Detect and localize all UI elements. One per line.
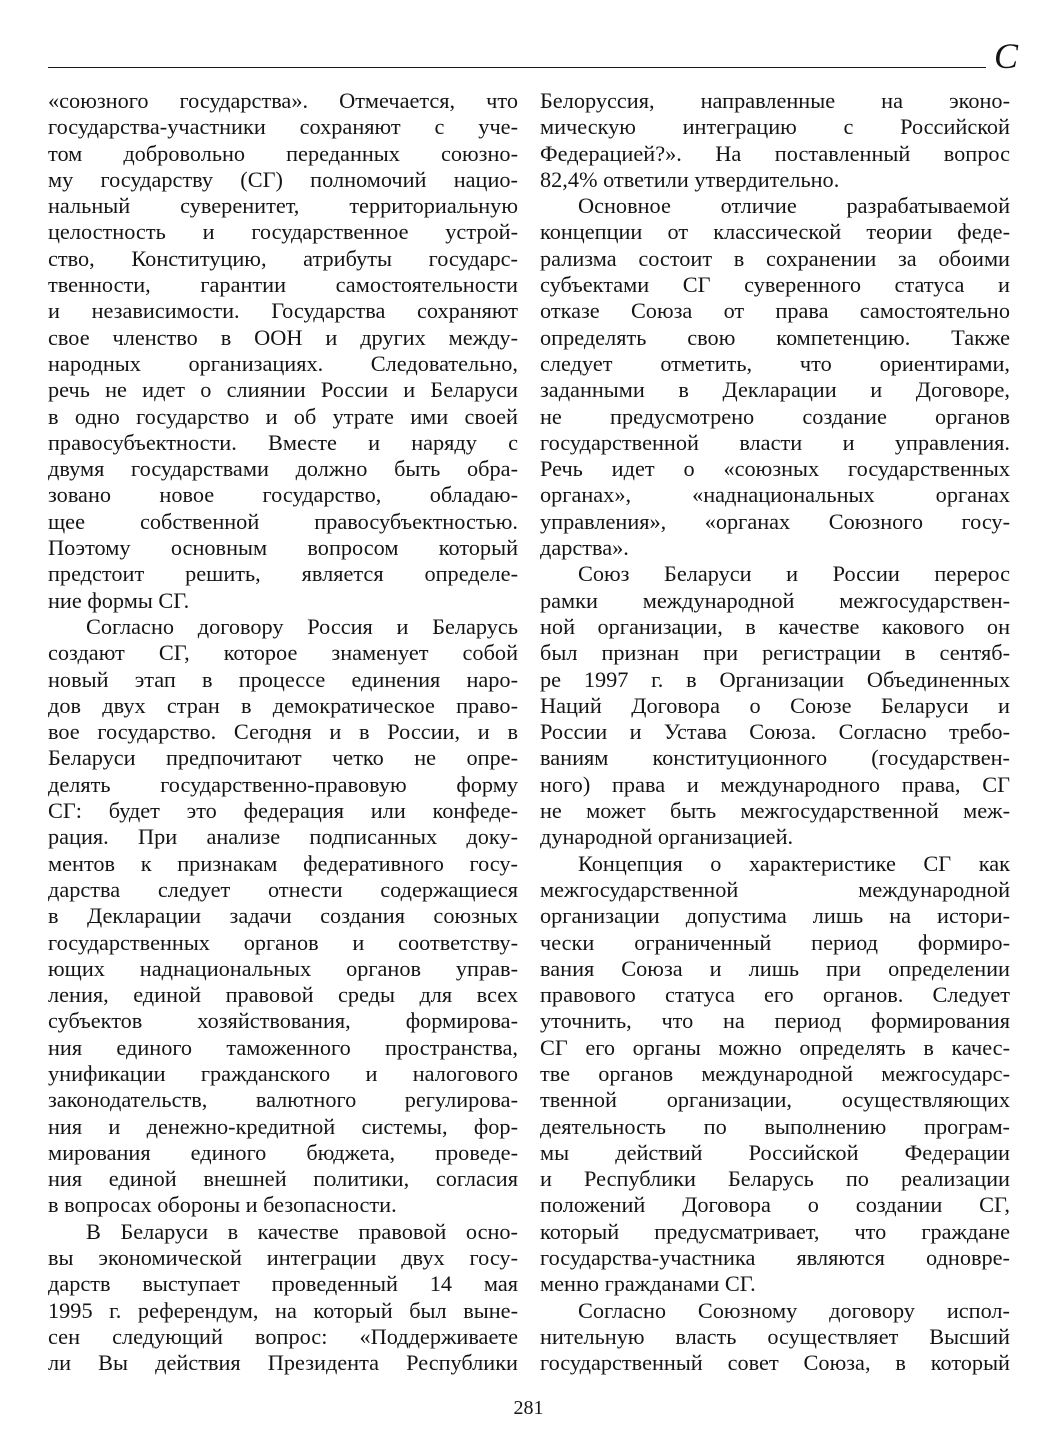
text-line: Согласно Союзному договору испол-: [578, 1297, 1010, 1323]
text-line: ментов к признакам федеративного госу-: [48, 850, 518, 876]
text-line: ли Вы действия Президента Республики: [48, 1350, 518, 1376]
text-line: государственный совет Союза, в который: [540, 1350, 1010, 1376]
text-line: органах», «наднациональных органах: [540, 482, 1010, 508]
text-line: Союз Беларуси и России перерос: [578, 561, 1010, 587]
text-line: рализма состоит в сохранении за обоими: [540, 245, 1010, 271]
text-line: Белоруссия, направленные на эконо-: [540, 88, 1010, 113]
text-line: ния единого таможенного пространства,: [48, 1034, 518, 1060]
text-line: определять свою компетенцию. Также: [540, 324, 1010, 350]
header-rule: [48, 67, 986, 68]
text-line: который предусматривает, что граждане: [540, 1218, 1010, 1244]
text-line: том добровольно переданных союзно-: [48, 140, 518, 166]
text-line: менно гражданами СГ.: [540, 1271, 756, 1297]
text-line: Поэтому основным вопросом который: [48, 535, 518, 561]
text-line: ство, Конституцию, атрибуты государс-: [48, 245, 518, 271]
text-line: «союзного государства». Отмечается, что: [48, 88, 518, 113]
text-line: ваниям конституционного (государствен-: [540, 745, 1010, 771]
text-line: делять государственно-правовую форму: [48, 771, 518, 797]
text-line: 82,4% ответили утвердительно.: [540, 166, 840, 192]
text-line: межгосударственной международной: [540, 876, 1010, 902]
text-line: дарства следует отнести содержащиеся: [48, 876, 518, 902]
text-line: и Республики Беларусь по реализации: [540, 1166, 1010, 1192]
text-line: правового статуса его органов. Следует: [540, 982, 1010, 1008]
text-line: народных организациях. Следовательно,: [48, 350, 518, 376]
text-line: уточнить, что на период формирования: [540, 1008, 1010, 1034]
text-line: чески ограниченный период формиро-: [540, 929, 1010, 955]
text-line: Наций Договора о Союзе Беларуси и: [540, 692, 1010, 718]
text-line: ния и денежно-кредитной системы, фор-: [48, 1113, 518, 1139]
text-line: СГ: будет это федерация или конфеде-: [48, 798, 518, 824]
text-line: в вопросах обороны и безопасности.: [48, 1192, 397, 1218]
text-line: законодательств, валютного регулирова-: [48, 1087, 518, 1113]
text-line: государства-участника являются одновре-: [540, 1245, 1010, 1271]
text-line: не может быть межгосударственной меж-: [540, 798, 1010, 824]
text-line: речь не идет о слиянии России и Беларуси: [48, 377, 518, 403]
text-line: государственной власти и управления.: [540, 429, 1010, 455]
text-line: мы действий Российской Федерации: [540, 1139, 1010, 1165]
text-line: Федерацией?». На поставленный вопрос: [540, 140, 1010, 166]
text-line: новый этап в процессе единения наро-: [48, 666, 518, 692]
text-line: Основное отличие разрабатываемой: [578, 193, 1010, 219]
text-line: ре 1997 г. в Организации Объединенных: [540, 666, 1010, 692]
text-line: дарства».: [540, 535, 629, 561]
text-line: нительную власть осуществляет Высший: [540, 1323, 1010, 1349]
right-column: [540, 88, 1010, 1377]
text-line: Речь идет о «союзных государственных: [540, 456, 1010, 482]
text-line: заданными в Декларации и Договоре,: [540, 377, 1010, 403]
text-line: нальный суверенитет, территориальную: [48, 193, 518, 219]
text-line: вания Союза и лишь при определении: [540, 955, 1010, 981]
text-line: отказе Союза от права самостоятельно: [540, 298, 1010, 324]
text-line: зовано новое государство, обладаю-: [48, 482, 518, 508]
text-line: твенности, гарантии самостоятельности: [48, 272, 518, 298]
text-line: щее собственной правосубъектностью.: [48, 508, 518, 534]
text-line: ного) права и международного права, СГ: [540, 771, 1010, 797]
text-line: ления, единой правовой среды для всех: [48, 982, 518, 1008]
page-number: 281: [513, 1397, 544, 1419]
text-line: субъектов хозяйствования, формирова-: [48, 1008, 518, 1034]
text-line: управления», «органах Союзного госу-: [540, 508, 1010, 534]
text-line: субъектами СГ суверенного статуса и: [540, 272, 1010, 298]
text-line: ния единой внешней политики, согласия: [48, 1166, 518, 1192]
text-line: рация. При анализе подписанных доку-: [48, 824, 518, 850]
text-line: организации допустима лишь на истори-: [540, 903, 1010, 929]
text-line: дарств выступает проведенный 14 мая: [48, 1271, 518, 1297]
text-line: предстоит решить, является определе-: [48, 561, 518, 587]
text-line: и независимости. Государства сохраняют: [48, 298, 518, 324]
text-line: Беларуси предпочитают четко не опре-: [48, 745, 518, 771]
text-line: дународной организацией.: [540, 824, 794, 850]
text-line: не предусмотрено создание органов: [540, 403, 1010, 429]
text-line: СГ его органы можно определять в качес-: [540, 1034, 1010, 1060]
text-line: Концепция о характеристике СГ как: [578, 850, 1010, 876]
text-line: твенной организации, осуществляющих: [540, 1087, 1010, 1113]
text-line: дов двух стран в демократическое право-: [48, 692, 518, 718]
text-line: был признан при регистрации в сентяб-: [540, 640, 1010, 666]
section-letter: С: [994, 36, 1019, 76]
text-line: мическую интеграцию с Российской: [540, 114, 1010, 140]
text-line: ной организации, в качестве какового он: [540, 613, 1010, 639]
text-line: В Беларуси в качестве правовой осно-: [86, 1218, 518, 1244]
text-line: правосубъектности. Вместе и наряду с: [48, 429, 518, 455]
text-line: свое членство в ООН и других между-: [48, 324, 518, 350]
text-line: ющих наднациональных органов управ-: [48, 955, 518, 981]
text-line: тве органов международной межгосударс-: [540, 1060, 1010, 1086]
text-line: концепции от классической теории феде-: [540, 219, 1010, 245]
text-line: в одно государство и об утрате ими своей: [48, 403, 518, 429]
text-line: сен следующий вопрос: «Поддерживаете: [48, 1323, 518, 1349]
text-line: в Декларации задачи создания союзных: [48, 903, 518, 929]
text-line: России и Устава Союза. Согласно требо-: [540, 719, 1010, 745]
text-line: ние формы СГ.: [48, 587, 190, 613]
left-column: [48, 88, 518, 1377]
text-line: целостность и государственное устрой-: [48, 219, 518, 245]
text-line: двумя государствами должно быть обра-: [48, 456, 518, 482]
text-line: вы экономической интеграции двух госу-: [48, 1245, 518, 1271]
text-line: 1995 г. референдум, на который был выне-: [48, 1297, 518, 1323]
text-line: деятельность по выполнению програм-: [540, 1113, 1010, 1139]
text-line: создают СГ, которое знаменует собой: [48, 640, 518, 666]
text-line: вое государство. Сегодня и в России, и в: [48, 719, 518, 745]
text-line: государства-участники сохраняют с уче-: [48, 114, 518, 140]
text-line: мирования единого бюджета, проведе-: [48, 1139, 518, 1165]
text-line: государственных органов и соответству-: [48, 929, 518, 955]
text-line: рамки международной межгосударствен-: [540, 587, 1010, 613]
text-line: положений Договора о создании СГ,: [540, 1192, 1010, 1218]
text-line: следует отметить, что ориентирами,: [540, 350, 1010, 376]
text-line: Согласно договору Россия и Беларусь: [86, 613, 518, 639]
text-line: унификации гражданского и налогового: [48, 1060, 518, 1086]
text-line: му государству (СГ) полномочий нацио-: [48, 166, 518, 192]
